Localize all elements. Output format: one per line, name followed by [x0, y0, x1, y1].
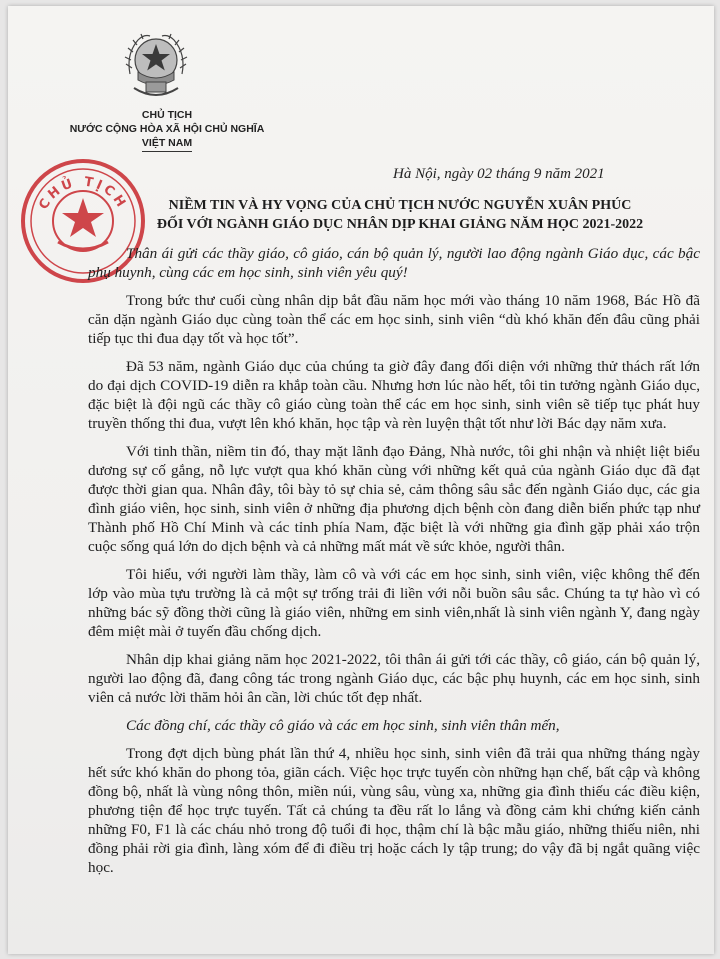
- authority-line-2: NƯỚC CỘNG HÒA XÃ HỘI CHỦ NGHĨA: [69, 123, 265, 135]
- paragraph-1: Trong bức thư cuối cùng nhân dịp bắt đầu năm học mới vào tháng 10 năm 1968, Bác Hồ đã căn dặn ngành Giáo dục cùng toàn thể các em học sinh, sinh viên “dù khó khăn đến đâu cũng phải tiếp tục thi đua dạy tốt và học tốt”.: [88, 292, 700, 347]
- salutation: Các đồng chí, các thầy cô giáo và các em học sinh, sinh viên thân mến,: [126, 717, 560, 734]
- letter-page: [8, 6, 714, 954]
- letter-body: [88, 244, 700, 886]
- paragraph-2: Đã 53 năm, ngành Giáo dục của chúng ta giờ đây đang đối diện với những thử thách rất lớn do đại dịch COVID-19 diễn ra khắp toàn cầu. Nhưng hơn lúc nào hết, tôi tin tưởng ngành Giáo dục, đặc biệt là đội ngũ các thầy cô giáo cùng toàn thể các em học sinh, sinh viên sẽ tiếp tục phát huy truyền thống thi đua, vượt lên khó khăn, học tập và rèn luyện thật tốt như lời Bác dạy năm xưa.: [88, 358, 700, 432]
- title-line-2: ĐỐI VỚI NGÀNH GIÁO DỤC NHÂN DỊP KHAI GIẢNG NĂM HỌC 2021-2022: [156, 217, 644, 232]
- paragraph-3: Với tinh thần, niềm tin đó, thay mặt lãnh đạo Đảng, Nhà nước, tôi ghi nhận và nhiệt liệt biểu dương sự cố gắng, nỗ lực vượt qua khó khăn cùng với những kết quả của ngành Giáo dục đã đạt được thời gian qua. Nhân đây, tôi bày tỏ sự chia sẻ, cảm thông sâu sắc đến ngành Giáo dục, các gia đình giáo viên, học sinh, sinh viên ở những địa phương dịch bệnh còn đang diễn biến phức tạp như Thành phố Hồ Chí Minh và các tỉnh phía Nam, đặc biệt là với những gia đình gặp phải xáo trộn cuộc sống quá lớn do dịch bệnh và cả những mất mát về sức khỏe, người thân.: [88, 443, 700, 555]
- issuing-authority: [52, 108, 282, 152]
- paragraph-6: Trong đợt dịch bùng phát lần thứ 4, nhiều học sinh, sinh viên đã trải qua những tháng ngày hết sức khó khăn do phong tỏa, giãn cách. Việc học trực tuyến còn những hạn chế, bất cập và không đồng bộ, nhất là vùng nông thôn, miền núi, vùng sâu, vùng xa, những gia đình thiếu các điều kiện, phương tiện để học trực tuyến. Tất cả chúng ta đều rất lo lắng và đồng cảm khi chứng kiến cảnh những F0, F1 là các cháu nhỏ trong độ tuổi đi học, thậm chí là bậc mẫu giáo, những thiếu niên, nhi đồng phải rời gia đình, làng xóm để đi điều trị hoặc cách ly tập trung; do vậy đã bị ngắt quãng việc học.: [88, 745, 700, 876]
- national-emblem-icon: [120, 24, 192, 106]
- paragraph-4: Tôi hiểu, với người làm thầy, làm cô và với các em học sinh, sinh viên, việc không thể đến lớp vào mùa tựu trường là cả một sự trống trải đi liền với nỗi buồn sâu sắc. Chúng ta tự hào vì có những bác sỹ đồng thời cũng là giáo viên, những em sinh viên,nhất là sinh viên ngành Y, đang ngày đêm miệt mài ở tuyến đầu chống dịch.: [88, 566, 700, 640]
- greeting: Thân ái gửi các thầy giáo, cô giáo, cán bộ quản lý, người lao động ngành Giáo dục, các bậc phụ huynh, cùng các em học sinh, sinh viên yêu quý!: [88, 245, 700, 281]
- seal-text: CHỦ TỊCH: [36, 174, 130, 213]
- dateline: Hà Nội, ngày 02 tháng 9 năm 2021: [393, 166, 605, 182]
- title-line-1: NIỀM TIN VÀ HY VỌNG CỦA CHỦ TỊCH NƯỚC NGUYỄN XUÂN PHÚC: [168, 198, 632, 213]
- authority-line-1: CHỦ TỊCH: [141, 109, 193, 121]
- authority-line-3: VIỆT NAM: [142, 136, 192, 152]
- letter-title: [100, 196, 700, 234]
- paragraph-5: Nhân dịp khai giảng năm học 2021-2022, tôi thân ái gửi tới các thầy, cô giáo, cán bộ quản lý, người lao động đã, đang công tác trong ngành Giáo dục, các bậc phụ huynh, các em học sinh, sinh viên cả nước lời thăm hỏi ân cần, lời chúc tốt đẹp nhất.: [88, 651, 700, 706]
